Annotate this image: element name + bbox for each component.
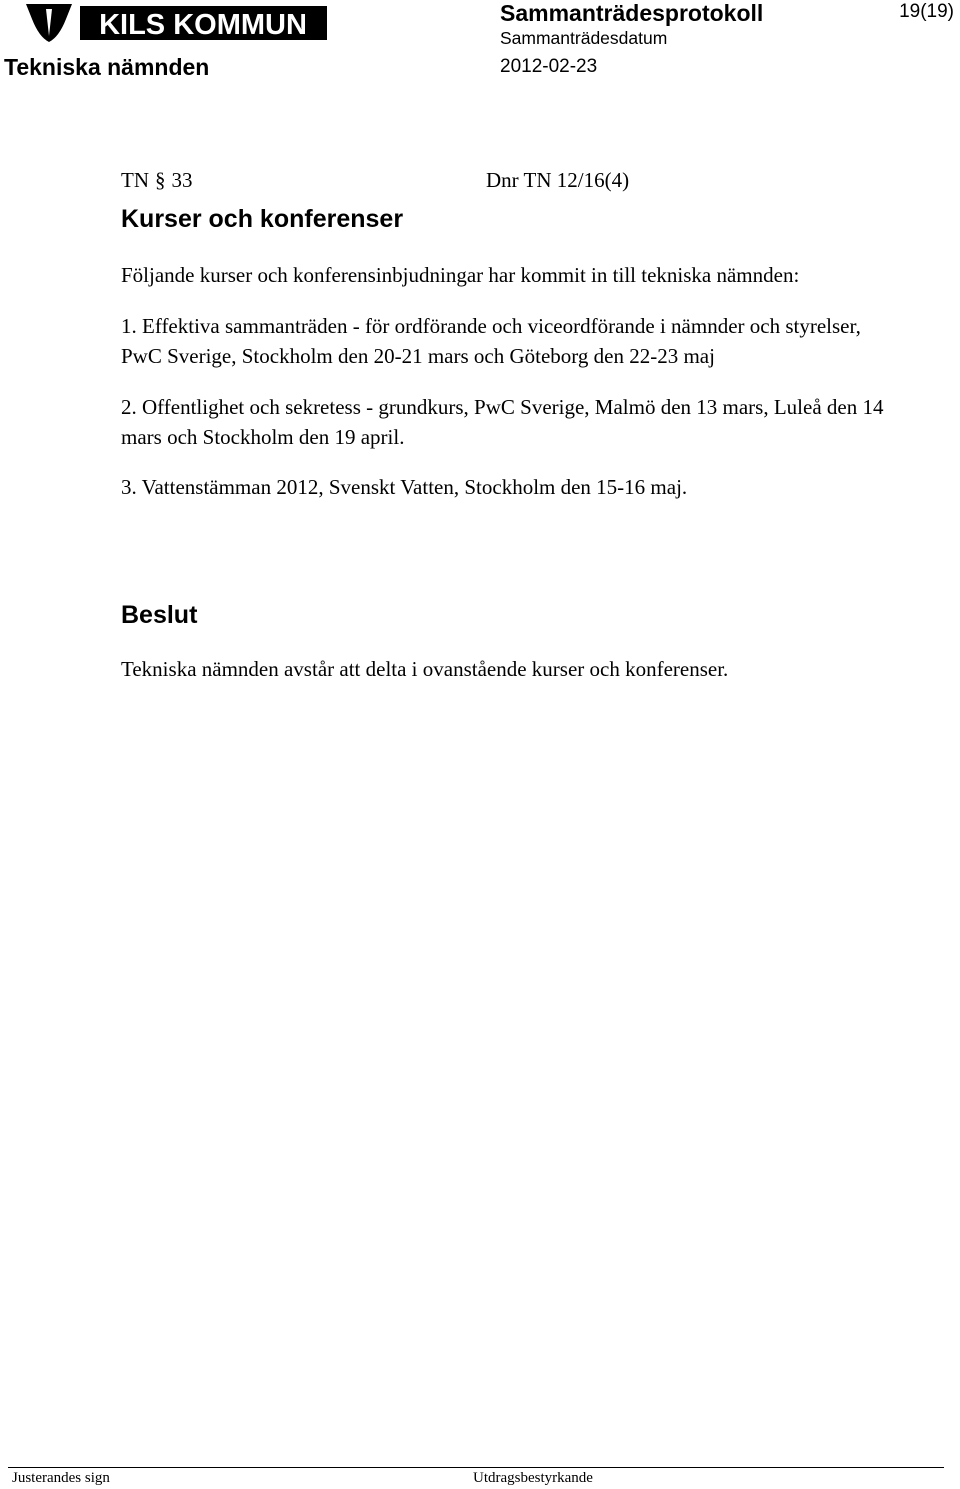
logo-text: KILS KOMMUN bbox=[99, 9, 307, 41]
department-name: Tekniska nämnden bbox=[4, 54, 210, 80]
section-title: Kurser och konferenser bbox=[121, 205, 404, 233]
page-number: 19(19) bbox=[899, 1, 954, 22]
footer-divider bbox=[8, 1467, 944, 1468]
list-item-line: PwC Sverige, Stockholm den 20-21 mars och Göteborg den 22-23 maj bbox=[121, 344, 715, 368]
municipal-shield-icon bbox=[26, 4, 72, 42]
paragraph-number bbox=[121, 168, 193, 193]
decision-text: Tekniska nämnden avstår att delta i ovanstående kurser och konferenser. bbox=[121, 657, 729, 681]
list-item-line: 2. Offentlighet och sekretess - grundkurs, PwC Sverige, Malmö den 13 mars, Luleå den 14 bbox=[121, 395, 884, 419]
list-item-line: 3. Vattenstämman 2012, Svenskt Vatten, Stockholm den 15-16 maj. bbox=[121, 475, 688, 499]
paragraph-prefix: TN bbox=[121, 168, 149, 192]
list-item-line: mars och Stockholm den 19 april. bbox=[121, 425, 405, 449]
document-type: Sammanträdesprotokoll bbox=[500, 0, 764, 26]
certification-label: Utdragsbestyrkande bbox=[473, 1470, 593, 1486]
meeting-date: 2012-02-23 bbox=[500, 56, 598, 77]
decision-heading: Beslut bbox=[121, 601, 198, 629]
section-symbol: § bbox=[155, 168, 166, 192]
diary-number: Dnr TN 12/16(4) bbox=[486, 168, 630, 192]
list-item bbox=[121, 311, 861, 371]
list-item bbox=[121, 472, 687, 502]
kils-kommun-logo bbox=[4, 3, 327, 43]
list-item bbox=[121, 392, 883, 452]
paragraph-value: 33 bbox=[171, 168, 193, 192]
intro-text: Följande kurser och konferensinbjudningar har kommit in till tekniska nämnden: bbox=[121, 263, 800, 287]
list-item-line: 1. Effektiva sammanträden - för ordförande och viceordförande i nämnder och styrelser, bbox=[121, 314, 861, 338]
meeting-date-label: Sammanträdesdatum bbox=[500, 28, 668, 48]
signature-label: Justerandes sign bbox=[12, 1470, 110, 1486]
